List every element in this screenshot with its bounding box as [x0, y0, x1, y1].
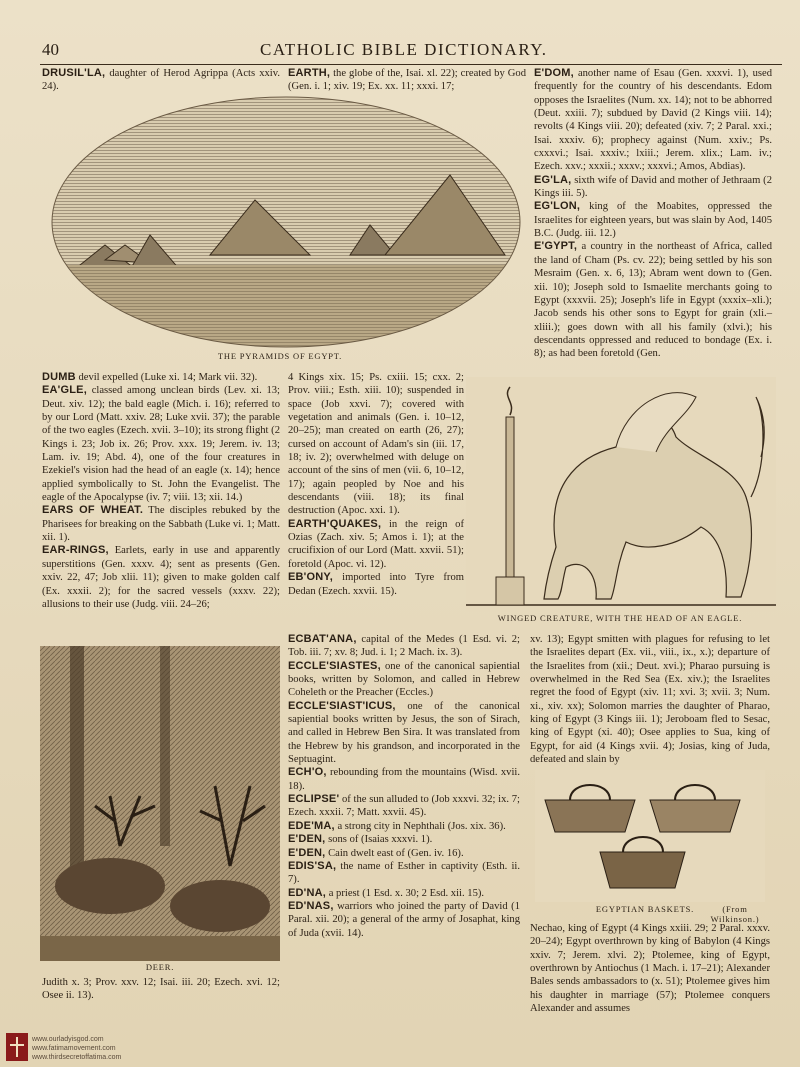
entries-col2-mid [288, 371, 464, 598]
dictionary-entry [288, 766, 520, 793]
caption-pyramids: THE PYRAMIDS OF EGYPT. [217, 351, 343, 361]
header-rule [40, 64, 782, 65]
caption-deer: DEER. [145, 962, 175, 972]
entry-egypt-end: Nechao, king of Egypt (4 Kings xxiii. 29; 2 Paral. xxxv. 20–24); Egypt overthrown by king of Babylon (4 Kings xxiv. 7; Jerem. xlvi. 2); Ptolemee, king of Egypt, overthrown by Antiochus (1 Mach. i. 17–21); Alexander Bales sends ambassadors to (x. 51); Ptolemee gives him his daughter in marriage (57); Ptolemee conquers Alexander and assumes [530, 923, 770, 1015]
caption-griffin: WINGED CREATURE, WITH THE HEAD OF AN EAGLE. [497, 613, 743, 623]
entry-headword: ECH'O, [288, 766, 327, 779]
dictionary-entry [288, 820, 520, 833]
entry-text: daughter of Herod Agrippa (Acts xxiv. 24). [42, 68, 280, 93]
entry-headword: EDE'MA, [288, 819, 335, 832]
entry-headword: EARTH'QUAKES, [288, 517, 382, 530]
entry-headword: E'DEN, [288, 846, 326, 859]
entry-headword: ED'NAS, [288, 899, 334, 912]
entry-headword: ECLIPSE' [288, 793, 340, 806]
entry-text: classed among unclean birds (Lev. xi. 13; Deut. xiv. 12); the bald eagle (Mich. i. 16); referred to by our Lord (Matt. xxiv. 28; Luke xvii. 37); the parable of the two eagles (Ezech. xvii. 3–10); its strong flight (2 Kings i. 23; Job ix. 26; Prov. xxx. 19; Jerem. iv. 13; Lam. iv. 19; Abd. 4), one of the four creatures in Ezekiel's vision had the head of an eagle (x. 14); hence applied symbolically to St. John the Evangelist. The eagle of the Apocalypse (iv. 7; viii. 13; xii. 14.) [42, 385, 280, 504]
deer-illustration [40, 646, 280, 961]
entries-col2-top [288, 67, 526, 94]
entry-text: sixth wife of David and mother of Jethraam (2 Kings iii. 5). [534, 174, 772, 200]
footer-link[interactable]: www.thirdsecretoffatima.com [32, 1054, 122, 1061]
entry-headword: EARS OF WHEAT. [42, 504, 144, 517]
entries-col1-mid [42, 371, 280, 611]
dictionary-entry [42, 504, 280, 544]
baskets-illustration [535, 770, 765, 902]
entry-text: a country in the northeast of Africa, called the land of Cham (Ps. cv. 22); being settled by his son Mesraim (Gen. x. 6, 13); Abram went down to (Gen. xii. 10); Joseph sold to Ismaelite merchants going to Egypt (xxxvii. 25); Joseph's life in Egypt (xxxix–xli.); Jacob sends his other sons to Egypt for grain (xli.–xliii.); goes down with all his family (xlvi.); his descendants oppressed and reduced to bondage (Ex. i. 8); as had been foretold (Gen. [534, 241, 772, 360]
entry-text: a priest (1 Esd. x. 30; 2 Esd. xii. 15). [326, 887, 485, 899]
entries-col2-bottom [288, 633, 520, 940]
entry-headword: EAR-RINGS, [42, 544, 109, 557]
dictionary-entry [534, 200, 772, 240]
entry-text: a strong city in Nephthali (Jos. xix. 36). [334, 820, 506, 832]
dictionary-entry [288, 900, 520, 940]
entry-text: imported into Tyre from Dedan (Ezech. xxvii. 15). [288, 572, 464, 597]
dictionary-entry [42, 384, 280, 504]
footer-link[interactable]: www.fatimamovement.com [32, 1045, 116, 1052]
entry-text: devil expelled (Luke xi. 14; Mark vii. 32). [75, 372, 258, 383]
entry-text: rebounding from the mountains (Wisd. xvii. 18). [288, 767, 520, 792]
footer-links [32, 1035, 121, 1062]
site-logo [6, 1033, 28, 1061]
dictionary-entry [288, 793, 520, 820]
entry-headword: EARTH, [288, 67, 331, 79]
entry-text: in the reign of Ozias (Zach. xiv. 5; Amos i. 1); at the crucifixion of our Lord (Matt. xxvii. 51); foretold (Apoc. vi. 12). [288, 518, 464, 570]
dictionary-entry [534, 67, 772, 174]
entry-egypt-continued: xv. 13); Egypt smitten with plagues for refusing to let the Israelites depart (Ex. vii., viii., ix., x.); departure of the Israelites from (xii.; Deut. xvi.); Pharao pursuing is overwhelmed in the Red Sea (Ex. xiv.); the Israelites regret the food of Egypt (xiv. 11; xvi. 3; xvii. 3; Num. xi., xiv. xx); Solomon marries the daughter of Pharao, king of Egypt (3 Kings iii. 1); Jeroboam fled to Sesac, king of Egypt (xi. 40); Osee applies to Sua, king of Egypt, for aid (4 Kings xvii. 4); Josias, king of Juda, defeated and slain by [530, 634, 770, 766]
dictionary-entry [288, 660, 520, 700]
entry-text: warriors who joined the party of David (1 Paral. xii. 20); a general of the army of Josaphat, king of Juda (xvii. 14). [288, 900, 520, 939]
entry-text: capital of the Medes (1 Esd. vi. 2; Tob. iii. 7; xv. 8; Jud. i. 1; 2 Mach. ix. 3). [288, 634, 520, 659]
entry-text: the globe of the, Isai. xl. 22); created by God (Gen. i. 1; xiv. 19; Ex. xx. 11; xxxi. 17; [288, 68, 526, 93]
footer-link[interactable]: www.ourladyisgod.com [32, 1036, 104, 1043]
pyramids-illustration [50, 95, 522, 350]
page-number: 40 [42, 40, 59, 59]
dictionary-entry [288, 887, 520, 900]
entry-headword: ED'NA, [288, 886, 327, 899]
entry-headword: EB'ONY, [288, 571, 333, 584]
entry-text: king of the Moabites, oppressed the Israelites for eighteen years, but was slain by Aod, 1405 B.C. (Judg. iii. 12.) [534, 201, 772, 240]
dictionary-entry [288, 833, 520, 846]
entry-headword: ECCLE'SIASTES, [288, 659, 381, 672]
entry-headword: E'GYPT, [534, 240, 578, 253]
dictionary-entry [288, 518, 464, 571]
dictionary-entry [288, 67, 526, 94]
dictionary-entry [42, 67, 280, 94]
griffin-illustration [466, 377, 776, 612]
entry-headword: EDIS'SA, [288, 859, 337, 872]
entries-col1-top [42, 67, 280, 94]
entry-col1-bottom: Judith x. 3; Prov. xxv. 12; Isai. iii. 20; Ezech. xvi. 12; Osee ii. 13). [42, 977, 280, 1002]
entry-headword: E'DOM, [534, 67, 574, 79]
entries-col3-top [534, 67, 772, 361]
entry-text: The disciples rebuked by the Pharisees for breaking on the Sabbath (Luke vi. 1; Matt. xii. 1). [42, 505, 281, 544]
entry-text: 4 Kings xix. 15; Ps. cxiii. 15; cxx. 2; Prov. viii.; Esth. xiii. 10); suspended in space (Job xxvi. 7); covered with vegetation and animals (Gen. i. 10–12, 20–25); man created on earth (26, 27); cursed on account of Adam's sin (iii. 17, 18; iv. 2); overwhelmed with deluge on account of the sins of men (vii. 6, 10–12, 17); again peopled by Noe and his descendants (viii. 18); its final destruction (Apoc. xxi. 1). [288, 372, 464, 517]
entry-headword: ECCLE'SIAST'ICUS, [288, 699, 396, 712]
entry-headword: DRUSIL'LA, [42, 67, 106, 79]
dictionary-entry [288, 371, 464, 518]
dictionary-entry [288, 860, 520, 887]
entry-text: the name of Esther in captivity (Esth. ii. 7). [288, 860, 520, 886]
caption-baskets-credit: (From Wilkinson.) [710, 904, 760, 924]
entry-text: Earlets, early in use and apparently superstitions (Gen. xxxv. 4); sent as presents (Gen. xxiv. 22, 47; Job xlii. 11); given to make golden calf (Ex. xxxii. 2); for the sacred vessels (xxxv. 22); allusions to their use (Judg. viii. 24–26; [42, 545, 280, 610]
dictionary-entry [288, 633, 520, 660]
entry-text: another name of Esau (Gen. xxxvi. 1), used frequently for the country of his descendants. Edom opposes the Israelites (Num. xx. 14); not to be abhorred (Deut. xxiii. 7); subdued by David (2 Kings viii. 14); revolts (4 Kings viii. 20); defeated (xiv. 7; 2 Paral. xxi.; Isai. xxxiv. 6); prophecy against (Num. xxiv.; Ps. cxxxvi.; Isai. xxxiv.; lxiii.; Jerem. xlix.; Lam. iv.; Ezech. xxv.; xxxii.; xxxv.; xxxvi.; Amos, Abdias). [534, 68, 772, 173]
entry-text: of the sun alluded to (Job xxxvi. 32; ix. 7; Ezech. xxxii. 7; Matt. xxvii. 45). [288, 794, 520, 819]
entry-text: Cain dwelt east of (Gen. iv. 16). [325, 847, 464, 859]
entry-headword: EA'GLE, [42, 384, 87, 397]
entry-headword: DUMB [42, 371, 76, 383]
dictionary-entry [288, 571, 464, 598]
page-title: CATHOLIC BIBLE DICTIONARY. [260, 40, 548, 59]
entry-text: one of the canonical sapiential books written by Jesus, the son of Sirach, and called in Hebrew Ben Sira. It was translated from the Hebrew by his grandson, and incorporated in the Septuagint. [288, 700, 520, 766]
entry-headword: E'DEN, [288, 833, 326, 846]
entry-text: sons of (Isaias xxxvi. 1). [325, 834, 433, 846]
dictionary-entry [42, 371, 280, 384]
entry-headword: EG'LA, [534, 173, 572, 186]
caption-baskets: EGYPTIAN BASKETS. [595, 904, 695, 914]
dictionary-entry [534, 240, 772, 360]
entry-headword: ECBAT'ANA, [288, 633, 357, 645]
dictionary-entry [534, 174, 772, 201]
entry-text: one of the canonical sapiential books, written by Solomon, and called in Hebrew Coheleth or the Preacher (Eccles.) [288, 660, 520, 699]
dictionary-entry [42, 544, 280, 611]
dictionary-entry [288, 847, 520, 860]
dictionary-entry [288, 700, 520, 767]
entry-headword: EG'LON, [534, 200, 581, 213]
